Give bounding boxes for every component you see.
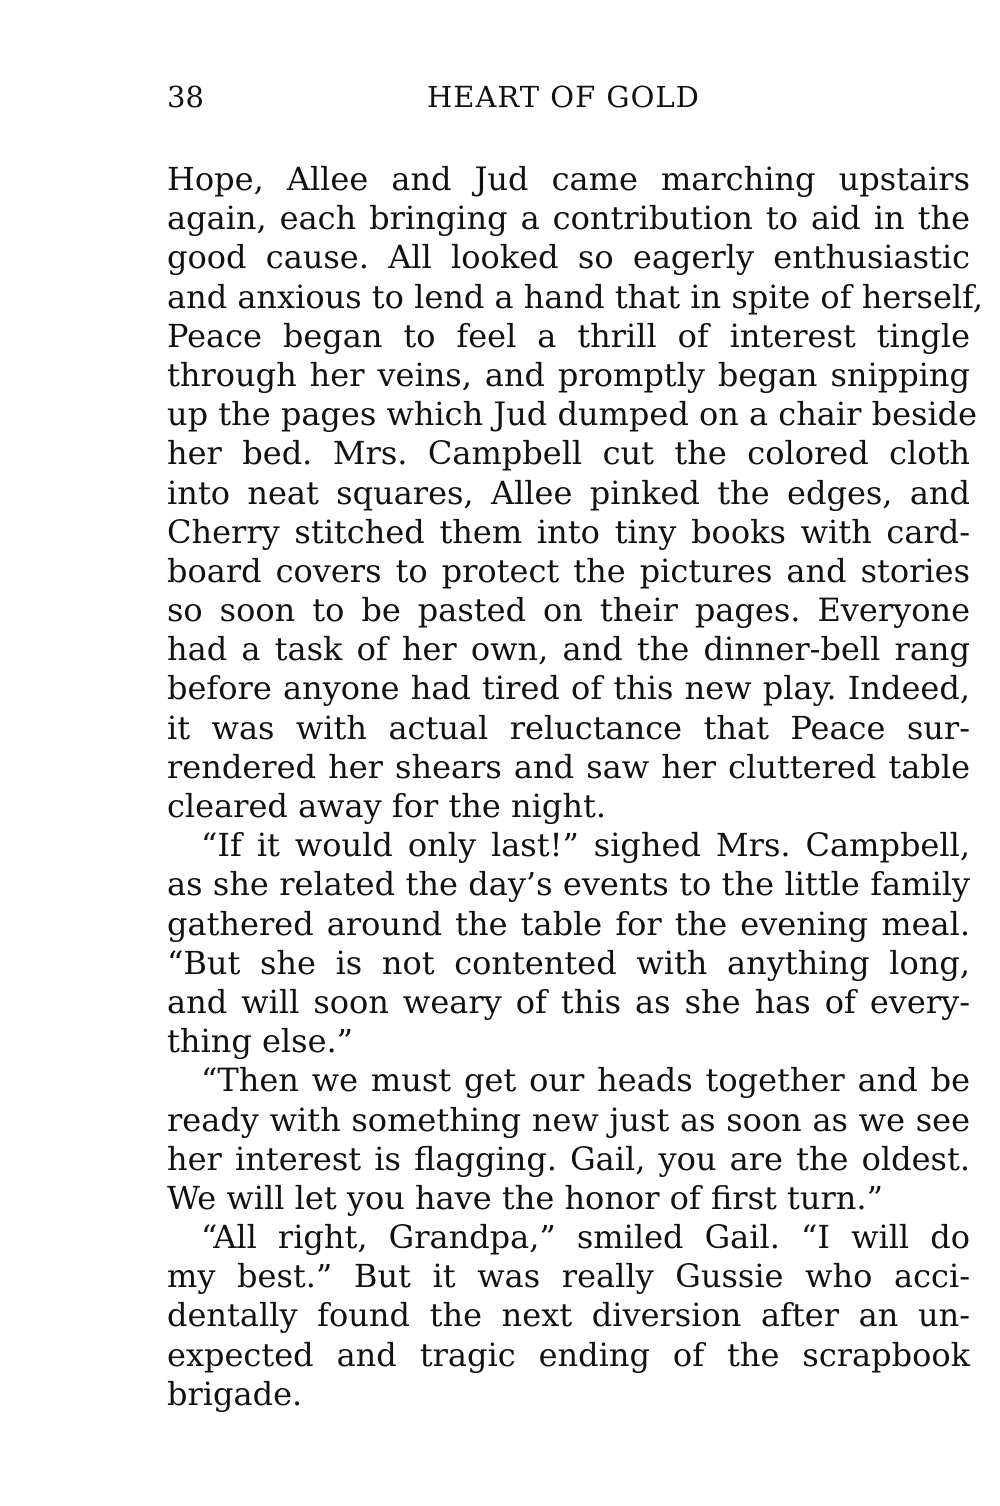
text-line: “But she is not contented with anything long, [167,943,970,982]
text-line: brigade. [167,1374,303,1413]
body-text [167,160,984,1414]
text-line: Peace began to feel a thrill of interest tingle [167,316,970,355]
text-line: up the pages which Jud dumped on a chair beside [167,395,978,434]
text-line: so soon to be pasted on their pages. Everyone [167,591,970,630]
text-line: as she related the day’s events to the little family [167,865,970,904]
text-line: We will let you have the honor of first turn.” [167,1178,883,1217]
text-line: gathered around the table for the evening meal. [167,904,970,943]
text-line: her bed. Mrs. Campbell cut the colored cloth [167,434,970,473]
text-line: Hope, Allee and Jud came marching upstairs [167,160,970,198]
page-number: 38 [167,80,204,114]
text-line: again, each bringing a contribution to aid in the [167,199,970,238]
text-line: my best.” But it was really Gussie who acci- [167,1257,970,1296]
text-line: board covers to protect the pictures and stories [167,551,970,590]
text-line: ready with something new just as soon as we see [167,1100,970,1139]
text-line: into neat squares, Allee pinked the edges, and [167,473,970,512]
running-head [167,80,970,124]
text-line: dentally found the next diversion after an un- [167,1296,970,1335]
text-line: and anxious to lend a hand that in spite of herself, [167,277,984,316]
text-line: had a task of her own, and the dinner-bell rang [167,630,970,669]
text-line: rendered her shears and saw her cluttered table [167,747,970,786]
text-line: before anyone had tired of this new play. Indeed, [167,669,970,708]
text-line: her interest is flagging. Gail, you are the oldest. [167,1139,970,1178]
text-line: cleared away for the night. [167,787,606,825]
text-line: “If it would only last!” sighed Mrs. Campbell, [201,826,970,865]
running-title: HEART OF GOLD [427,80,700,114]
text-line: Cherry stitched them into tiny books with card- [167,512,970,551]
text-line: thing else.” [167,1022,354,1061]
text-line: it was with actual reluctance that Peace sur- [167,708,970,747]
text-line: through her veins, and promptly began snipping [167,355,970,394]
text-line: good cause. All looked so eagerly enthusiastic [167,238,970,277]
text-line: “Then we must get our heads together and be [201,1061,970,1100]
text-line: “All right, Grandpa,” smiled Gail. “I will do [201,1218,970,1257]
text-line: and will soon weary of this as she has of every- [167,982,970,1021]
text-line: expected and tragic ending of the scrapbook [167,1335,970,1374]
